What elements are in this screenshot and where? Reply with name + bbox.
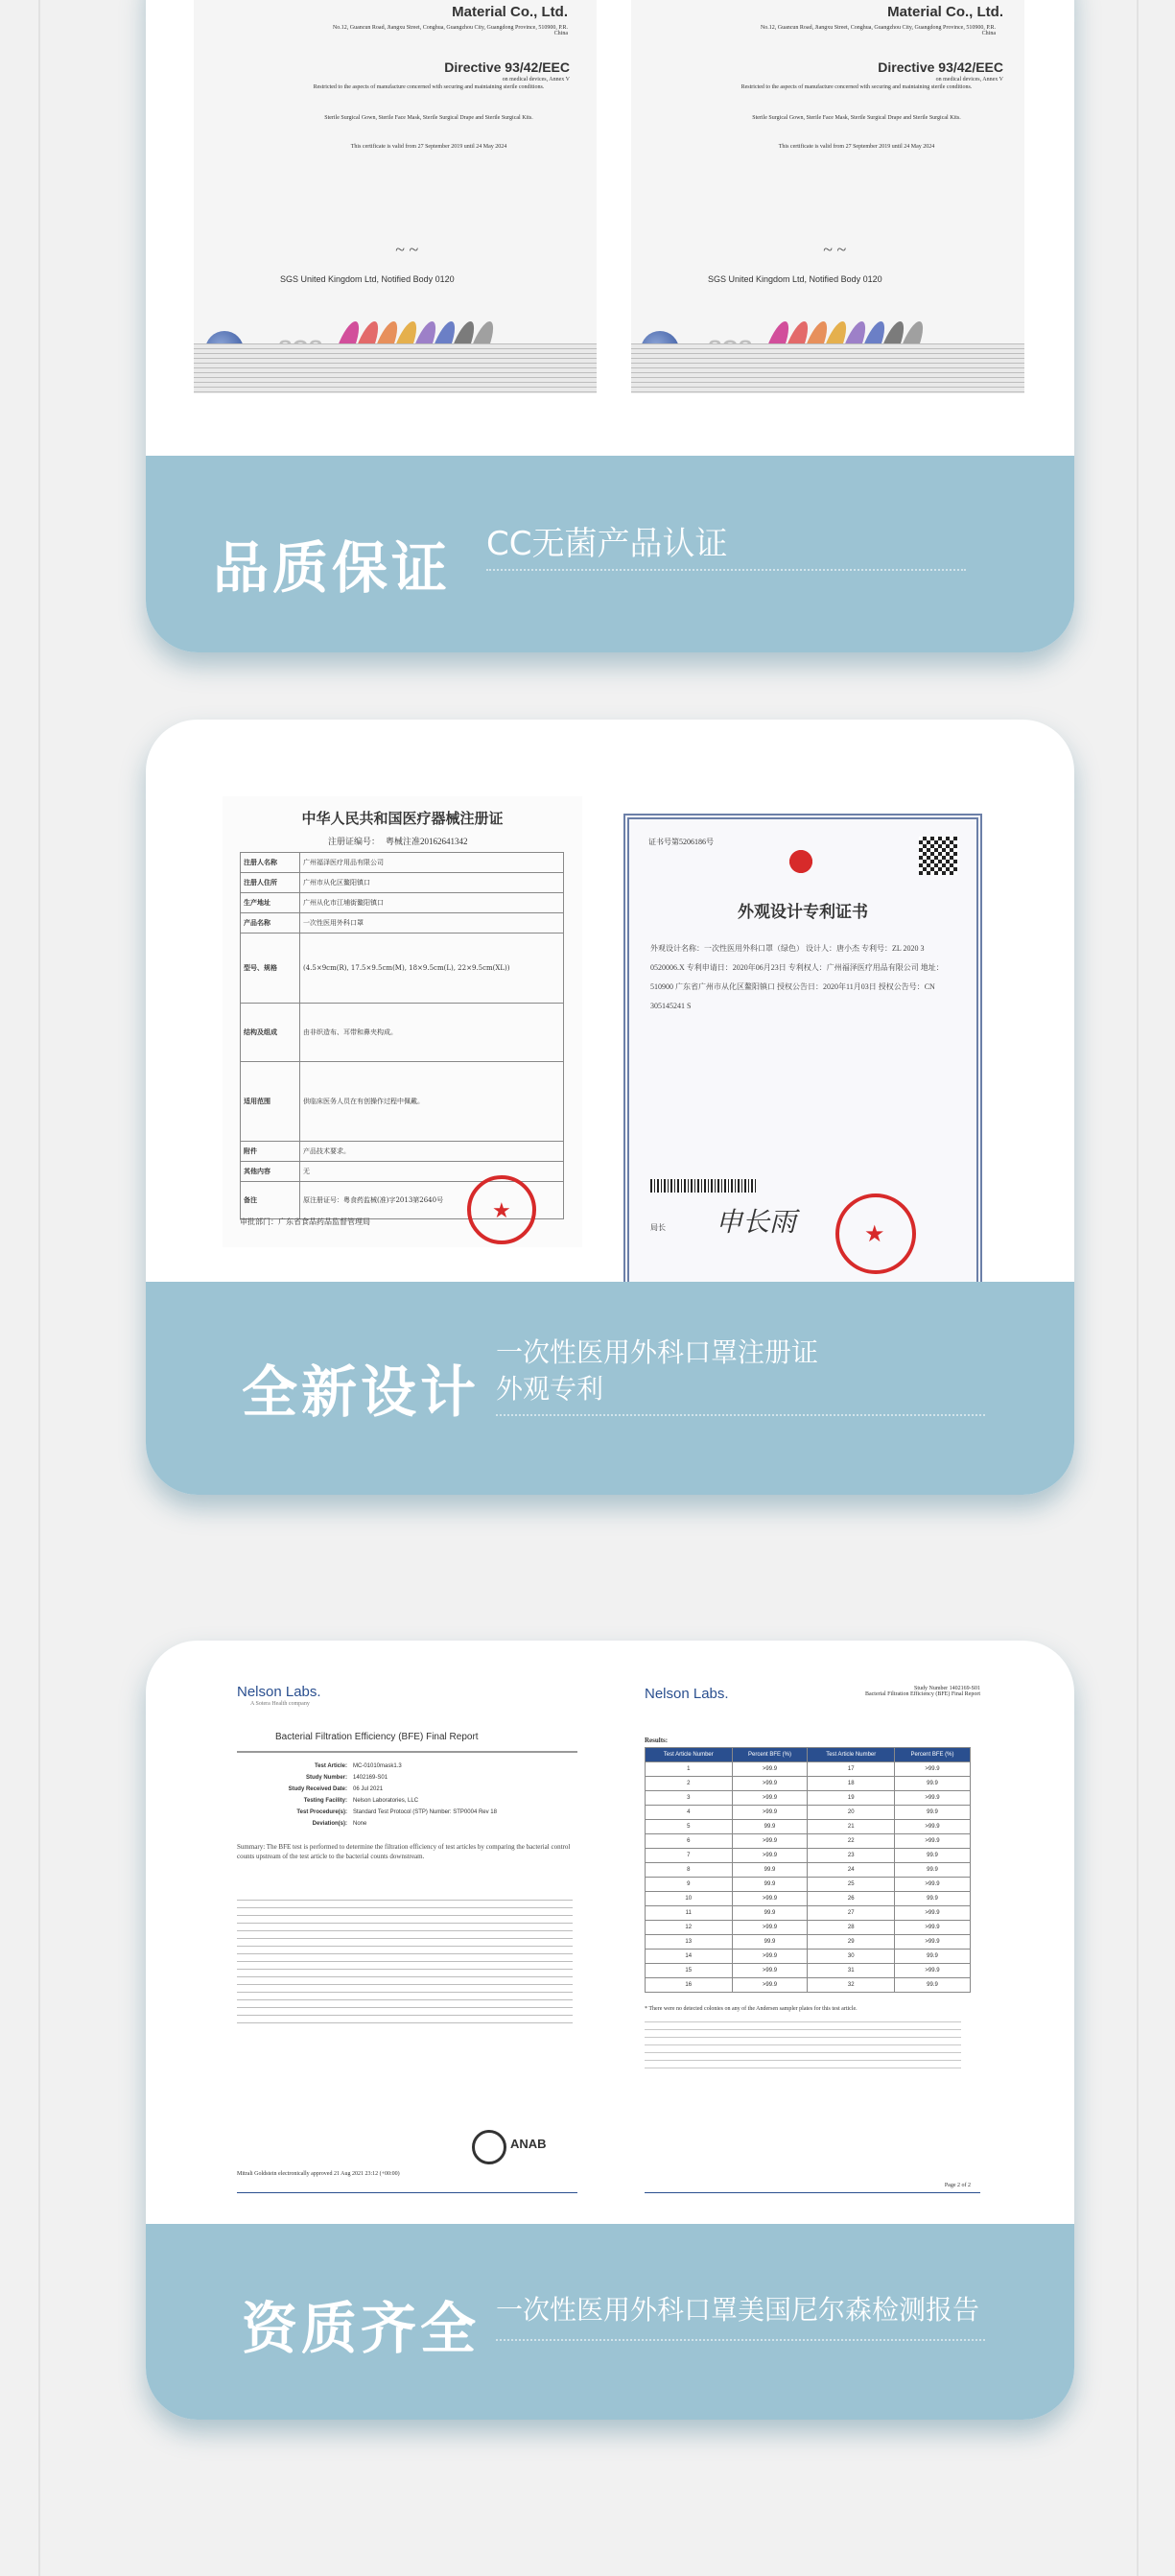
report-formula-lines — [645, 2021, 961, 2069]
report-field-key: Study Received Date: — [288, 1786, 347, 1792]
registration-row — [241, 1141, 563, 1161]
report-field-value: 06 Jul 2021 — [353, 1786, 384, 1792]
bfe-cell: >99.9 — [895, 1921, 971, 1935]
bfe-cell: 2 — [646, 1777, 733, 1791]
registration-certificate — [223, 796, 582, 1247]
nelson-report-page-2 — [645, 1684, 980, 2202]
cert-products: Sterile Surgical Gown, Sterile Face Mask, Sterile Surgical Drape and Sterile Surgical Kits. — [752, 115, 961, 121]
registration-row-label: 注册人住所 — [241, 873, 300, 892]
registration-row-value: 由非织造布、耳带和鼻夹构成。 — [303, 1028, 397, 1036]
report-field — [247, 1761, 563, 1772]
bfe-cell: 12 — [646, 1921, 733, 1935]
bfe-cell: 13 — [646, 1935, 733, 1950]
bfe-cell: 5 — [646, 1820, 733, 1834]
report-footnote: * There were no detected colonies on any of the Andersen sampler plates for this test article. — [645, 2006, 858, 2012]
nelson-logo: Nelson Labs. — [645, 1686, 729, 1702]
registration-row-label: 备注 — [241, 1182, 300, 1218]
bfe-cell: >99.9 — [732, 1777, 808, 1791]
bfe-cell: 18 — [808, 1777, 895, 1791]
bfe-table-row — [646, 1906, 971, 1921]
bfe-cell: 3 — [646, 1791, 733, 1806]
credentials-card — [146, 1641, 1074, 2420]
bfe-cell: 11 — [646, 1906, 733, 1921]
ce-certificate-left — [194, 0, 597, 393]
report-footer-rule — [645, 2192, 980, 2193]
bfe-cell: >99.9 — [895, 1791, 971, 1806]
registration-number: 粤械注准20162641342 — [386, 837, 468, 846]
patent-signature: 申长雨 — [716, 1206, 797, 1238]
bfe-cell: 99.9 — [732, 1820, 808, 1834]
bfe-cell: 20 — [808, 1806, 895, 1820]
bfe-cell: >99.9 — [732, 1978, 808, 1993]
bfe-cell: 14 — [646, 1950, 733, 1964]
registration-row-label: 附件 — [241, 1142, 300, 1161]
design-subtitle-2: 外观专利 — [496, 1373, 604, 1405]
design-card — [146, 720, 1074, 1495]
bfe-cell: 8 — [646, 1863, 733, 1878]
red-official-seal: ★ — [467, 1175, 536, 1244]
report-page-number: Page 2 of 2 — [944, 2183, 971, 2188]
bfe-cell: >99.9 — [732, 1921, 808, 1935]
bfe-cell: 99.9 — [732, 1906, 808, 1921]
report-field-value: None — [353, 1821, 367, 1827]
report-field-key: Testing Facility: — [303, 1798, 347, 1804]
bfe-column-header: Percent BFE (%) — [732, 1748, 808, 1762]
registration-row-label: 适用范围 — [241, 1062, 300, 1141]
bfe-table-row — [646, 1935, 971, 1950]
credentials-banner — [146, 2224, 1074, 2420]
design-subtitle-1: 一次性医用外科口罩注册证 — [496, 1336, 819, 1368]
bfe-cell: 19 — [808, 1791, 895, 1806]
report-title-rule — [237, 1751, 577, 1753]
bfe-results-table — [645, 1747, 971, 1993]
cert-footer-text — [631, 343, 1024, 393]
cert-signature: ~ ~ — [395, 240, 418, 259]
bfe-cell: 99.9 — [732, 1878, 808, 1892]
registration-row — [241, 912, 563, 933]
bfe-cell: >99.9 — [732, 1762, 808, 1777]
registration-row-value: 一次性医用外科口罩 — [303, 919, 364, 927]
credentials-dots — [496, 2339, 985, 2343]
design-dots — [496, 1414, 985, 1418]
bfe-cell: 99.9 — [895, 1950, 971, 1964]
patent-emblem-icon — [778, 846, 824, 885]
credentials-title: 资质齐全 — [242, 2296, 481, 2361]
report-header-right: Study Number 1402169-S01 Bacterial Filtration Efficiency (BFE) Final Report — [864, 1686, 980, 1697]
design-patent-certificate — [623, 814, 982, 1291]
bfe-cell: 4 — [646, 1806, 733, 1820]
report-field-value: Standard Test Protocol (STP) Number: STP0004 Rev 18 — [353, 1809, 497, 1815]
report-footer-rule — [237, 2192, 577, 2193]
bfe-cell: >99.9 — [732, 1964, 808, 1978]
cert-footer-text — [194, 343, 597, 393]
registration-number-label: 注册证编号： — [328, 837, 381, 846]
bfe-table-row — [646, 1950, 971, 1964]
bfe-table-row — [646, 1806, 971, 1820]
bfe-cell: 24 — [808, 1863, 895, 1878]
registration-issuer: 审批部门：广东省食品药品监督管理局 — [240, 1217, 370, 1226]
nelson-logo-sub: A Sotera Health company — [250, 1701, 310, 1707]
registration-row-label: 其他内容 — [241, 1162, 300, 1181]
cert-products: Sterile Surgical Gown, Sterile Face Mask, Sterile Surgical Drape and Sterile Surgical Kits. — [324, 115, 533, 121]
anab-logo-icon: ANAB — [510, 2137, 547, 2151]
registration-header: 中华人民共和国医疗器械注册证 — [301, 810, 504, 827]
bfe-table-row — [646, 1791, 971, 1806]
registration-row-value: (4.5×9cm(R), 17.5×9.5cm(M), 18×9.5cm(L), 22×9.5cm(XL)) — [303, 964, 510, 972]
cert-company: Material Co., Ltd. — [887, 4, 1003, 20]
bfe-cell: 17 — [808, 1762, 895, 1777]
report-field — [247, 1807, 563, 1818]
bfe-cell: 22 — [808, 1834, 895, 1849]
bfe-cell: >99.9 — [732, 1834, 808, 1849]
bfe-cell: 32 — [808, 1978, 895, 1993]
bfe-table-row — [646, 1834, 971, 1849]
registration-row-value: 广州从化市江埔街鳌阳镇口 — [303, 899, 384, 907]
right-guide-line — [1137, 0, 1139, 2576]
bfe-cell: 99.9 — [732, 1935, 808, 1950]
registration-row — [241, 1061, 563, 1141]
bfe-cell: >99.9 — [895, 1964, 971, 1978]
bfe-cell: >99.9 — [732, 1849, 808, 1863]
registration-row-value: 原注册证号：粤食药监械(准)字2013第2640号 — [303, 1196, 444, 1204]
bfe-table-row — [646, 1964, 971, 1978]
registration-row — [241, 872, 563, 892]
report-field-key: Test Article: — [314, 1763, 347, 1769]
quality-banner — [146, 456, 1074, 652]
bfe-cell: >99.9 — [732, 1892, 808, 1906]
bfe-cell: 99.9 — [732, 1863, 808, 1878]
registration-row-label: 产品名称 — [241, 913, 300, 933]
bfe-cell: >99.9 — [732, 1950, 808, 1964]
cert-signature: ~ ~ — [823, 240, 846, 259]
quality-subtitle: CC无菌产品认证 — [486, 525, 728, 563]
bfe-cell: 7 — [646, 1849, 733, 1863]
bfe-cell: 99.9 — [895, 1892, 971, 1906]
registration-row-label: 注册人名称 — [241, 853, 300, 872]
left-guide-line — [38, 0, 40, 2576]
bfe-cell: >99.9 — [895, 1935, 971, 1950]
bfe-cell: >99.9 — [732, 1791, 808, 1806]
bfe-table-row — [646, 1849, 971, 1863]
bfe-cell: 29 — [808, 1935, 895, 1950]
barcode-icon — [650, 1179, 756, 1193]
bfe-cell: 15 — [646, 1964, 733, 1978]
report-field — [247, 1772, 563, 1784]
bfe-cell: 99.9 — [895, 1863, 971, 1878]
cert-validity: This certificate is valid from 27 September 2019 until 24 May 2024 — [350, 144, 507, 150]
bfe-cell: >99.9 — [895, 1834, 971, 1849]
bfe-cell: 23 — [808, 1849, 895, 1863]
registration-row-label: 生产地址 — [241, 893, 300, 912]
ce-certificate-right — [631, 0, 1024, 393]
report-field-value: Nelson Laboratories, LLC — [353, 1798, 419, 1804]
bfe-column-header: Test Article Number — [646, 1748, 733, 1762]
bfe-cell: 1 — [646, 1762, 733, 1777]
report-field — [247, 1818, 563, 1830]
bfe-cell: >99.9 — [895, 1762, 971, 1777]
registration-table — [240, 852, 564, 1219]
cert-directive-sub: on medical devices, Annex V — [935, 77, 1003, 83]
bfe-table-row — [646, 1820, 971, 1834]
report-fields — [247, 1761, 563, 1830]
bfe-cell: 99.9 — [895, 1849, 971, 1863]
registration-row — [241, 892, 563, 912]
report-field — [247, 1795, 563, 1807]
patent-signature-label: 局长 — [650, 1223, 666, 1232]
bfe-cell: 9 — [646, 1878, 733, 1892]
qr-code-icon — [919, 837, 957, 875]
registration-row-label: 结构及组成 — [241, 1004, 300, 1061]
bfe-table-header — [646, 1748, 971, 1762]
quality-title: 品质保证 — [213, 535, 452, 601]
cert-directive: Directive 93/42/EEC — [878, 59, 1003, 75]
report-field-value: MC-01010mask1.3 — [353, 1763, 402, 1769]
iacmia-logo-icon — [472, 2130, 506, 2164]
patent-body: 外观设计名称：一次性医用外科口罩（绿色） 设计人：唐小杰 专利号：ZL 2020 3 0520006.X 专利申请日：2020年06月23日 专利权人：广州福泽医疗用品有限公司 地址：510900 广东省广州市从化区鳌阳镇口 授权公告日：2020年11月03日 授权公告号：CN 305145241 S — [650, 944, 944, 1010]
results-label: Results: — [645, 1737, 669, 1744]
red-official-seal: ★ — [835, 1193, 916, 1274]
bfe-table-row — [646, 1878, 971, 1892]
cert-directive-sub: on medical devices, Annex V — [502, 77, 570, 83]
bfe-table-row — [646, 1762, 971, 1777]
bfe-cell: >99.9 — [895, 1878, 971, 1892]
bfe-column-header: Test Article Number — [808, 1748, 895, 1762]
bfe-cell: 25 — [808, 1878, 895, 1892]
registration-row-value: 广州市从化区鳌阳镇口 — [303, 879, 370, 886]
registration-row-value: 广州福泽医疗用品有限公司 — [303, 859, 384, 866]
cert-restriction: Restricted to the aspects of manufacture concerned with securing and maintaining sterile conditions. — [740, 84, 973, 90]
bfe-cell: 21 — [808, 1820, 895, 1834]
bfe-table-row — [646, 1892, 971, 1906]
report-body-lines — [237, 1900, 573, 2024]
registration-row-label: 型号、规格 — [241, 934, 300, 1003]
report-signatures: Mitrali Goldstein electronically approved 21 Aug 2021 23:12 (+00:00) — [237, 2171, 400, 2177]
cert-company: Material Co., Ltd. — [452, 4, 568, 20]
design-banner — [146, 1282, 1074, 1495]
bfe-cell: >99.9 — [732, 1806, 808, 1820]
bfe-cell: 28 — [808, 1921, 895, 1935]
report-summary: Summary: The BFE test is performed to determine the filtration efficiency of test articles by comparing the bacterial control counts upstream of the test article to the bacterial counts downstream. — [237, 1843, 571, 1860]
cert-notified-body: SGS United Kingdom Ltd, Notified Body 0120 — [708, 274, 882, 284]
registration-row-value: 产品技术要求。 — [303, 1147, 350, 1155]
bfe-cell: 26 — [808, 1892, 895, 1906]
bfe-table-row — [646, 1921, 971, 1935]
patent-header: 外观设计专利证书 — [738, 903, 868, 922]
registration-row-value: 供临床医务人员在有创操作过程中佩戴。 — [303, 1098, 424, 1105]
nelson-report-page-1 — [237, 1684, 577, 2202]
bfe-cell: 27 — [808, 1906, 895, 1921]
registration-row — [241, 933, 563, 1003]
report-title: Bacterial Filtration Efficiency (BFE) Final Report — [275, 1732, 479, 1742]
cert-address: No.12, Guancun Road, Jiangxu Street, Conghua, Guangzhou City, Guangdong Province, 510900, P.R. China — [760, 25, 996, 36]
nelson-logo: Nelson Labs. — [237, 1684, 321, 1700]
design-title: 全新设计 — [242, 1359, 481, 1425]
bfe-cell: >99.9 — [895, 1906, 971, 1921]
patent-cert-no: 证书号第5206186号 — [648, 838, 714, 846]
cert-restriction: Restricted to the aspects of manufacture concerned with securing and maintaining sterile conditions. — [313, 84, 545, 90]
registration-row — [241, 1003, 563, 1061]
credentials-subtitle: 一次性医用外科口罩美国尼尔森检测报告 — [496, 2294, 980, 2326]
report-field-key: Test Procedure(s): — [296, 1809, 347, 1815]
report-field-key: Study Number: — [305, 1775, 347, 1781]
cert-directive: Directive 93/42/EEC — [444, 59, 570, 75]
cert-address: No.12, Guancun Road, Jiangxu Street, Conghua, Guangzhou City, Guangdong Province, 510900, P.R. China — [332, 25, 568, 36]
registration-row-value: 无 — [303, 1168, 310, 1175]
bfe-cell: 99.9 — [895, 1978, 971, 1993]
bfe-cell: 16 — [646, 1978, 733, 1993]
bfe-column-header: Percent BFE (%) — [895, 1748, 971, 1762]
quality-dots — [486, 569, 966, 573]
bfe-table-row — [646, 1863, 971, 1878]
bfe-cell: 10 — [646, 1892, 733, 1906]
bfe-cell: >99.9 — [895, 1820, 971, 1834]
bfe-table-row — [646, 1978, 971, 1993]
registration-row — [241, 853, 563, 872]
bfe-cell: 99.9 — [895, 1806, 971, 1820]
bfe-cell: 30 — [808, 1950, 895, 1964]
bfe-cell: 31 — [808, 1964, 895, 1978]
cert-notified-body: SGS United Kingdom Ltd, Notified Body 0120 — [280, 274, 455, 284]
report-field-value: 1402169-S01 — [353, 1775, 388, 1781]
bfe-cell: 99.9 — [895, 1777, 971, 1791]
report-field — [247, 1784, 563, 1795]
bfe-cell: 6 — [646, 1834, 733, 1849]
report-field-key: Deviation(s): — [312, 1821, 347, 1827]
bfe-table-row — [646, 1777, 971, 1791]
quality-card — [146, 0, 1074, 652]
cert-validity: This certificate is valid from 27 September 2019 until 24 May 2024 — [778, 144, 935, 150]
